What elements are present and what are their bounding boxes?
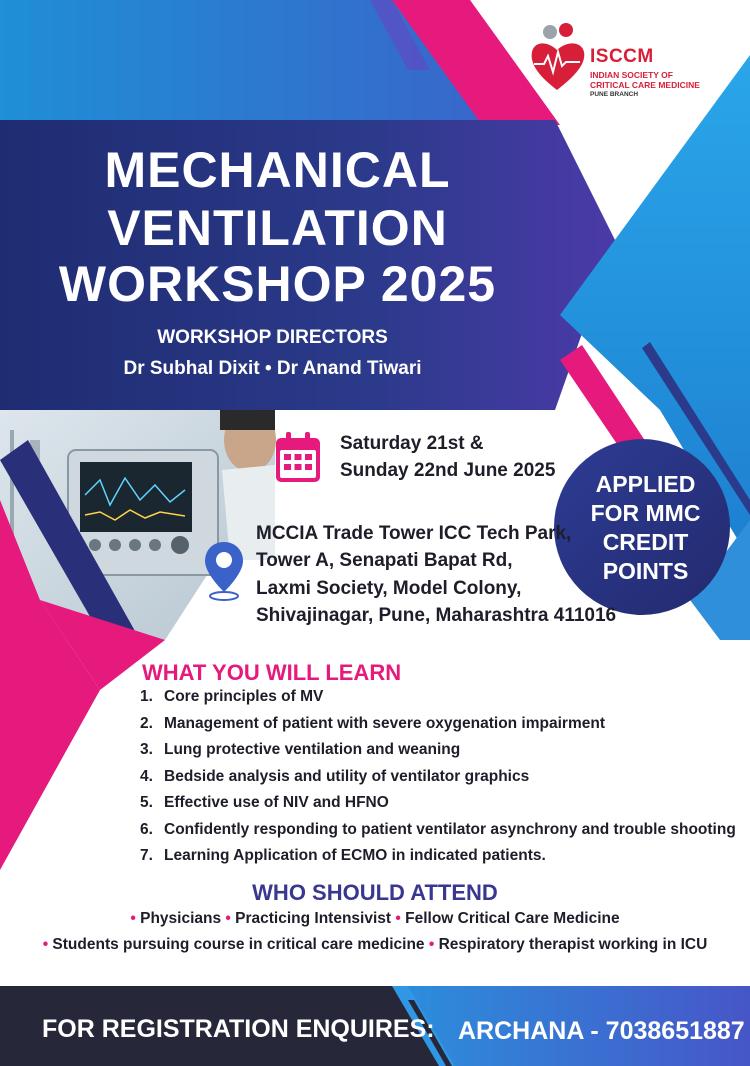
list-item-number: 1.	[140, 688, 153, 705]
audience-item: Respiratory therapist working in ICU	[438, 936, 708, 953]
learn-heading: WHAT YOU WILL LEARN	[142, 660, 402, 685]
audience-item: Fellow Critical Care Medicine	[405, 910, 620, 927]
attend-line-2: • Students pursuing course in critical care medicine • Respiratory therapist working in ICU	[42, 936, 708, 953]
registration-contact: ARCHANA - 7038651887	[458, 1017, 745, 1045]
venue-line: Laxmi Society, Model Colony,	[256, 578, 522, 599]
learn-list	[140, 688, 736, 874]
cme-credit-badge	[568, 470, 723, 586]
list-item-text: Confidently responding to patient ventilator asynchrony and trouble shooting	[164, 820, 736, 838]
list-item-number: 6.	[140, 820, 153, 838]
badge-line: FOR MMC	[590, 500, 701, 526]
logo-subtitle-1: INDIAN SOCIETY OF	[590, 70, 673, 80]
badge-line: CREDIT	[602, 529, 689, 555]
list-item-text: Learning Application of ECMO in indicated patients.	[164, 847, 546, 864]
audience-item: Practicing Intensivist	[235, 910, 392, 927]
title-line-1: MECHANICAL	[104, 142, 451, 198]
list-item-number: 7.	[140, 847, 153, 864]
attend-heading: WHO SHOULD ATTEND	[252, 880, 498, 905]
attend-line-1: • Physicians • Practicing Intensivist • Fellow Critical Care Medicine	[130, 910, 620, 927]
list-item	[140, 768, 736, 795]
date-line-2: Sunday 22nd June 2025	[340, 460, 556, 481]
badge-line: POINTS	[602, 558, 689, 584]
list-item	[140, 821, 736, 848]
directors-heading: WORKSHOP DIRECTORS	[157, 327, 388, 348]
isccm-logo	[528, 22, 738, 102]
date-line-1: Saturday 21st &	[340, 433, 484, 454]
list-item	[140, 688, 736, 715]
list-item	[140, 715, 736, 742]
title-line-2: VENTILATION	[107, 200, 448, 256]
list-item	[140, 794, 736, 821]
list-item-number: 4.	[140, 767, 153, 785]
list-item-number: 5.	[140, 794, 153, 811]
venue-line: MCCIA Trade Tower ICC Tech Park,	[256, 523, 572, 544]
registration-label: FOR REGISTRATION ENQUIRES:	[42, 1015, 435, 1043]
audience-item: Students pursuing course in critical care medicine	[52, 936, 425, 953]
list-item-text: Management of patient with severe oxygenation impairment	[164, 714, 605, 732]
calendar-icon	[274, 430, 322, 484]
heart-ecg-logo-icon	[528, 22, 586, 94]
list-item	[140, 741, 736, 768]
venue-line: Tower A, Senapati Bapat Rd,	[256, 550, 513, 571]
list-item-text: Core principles of MV	[164, 688, 324, 705]
venue-line: Shivajinagar, Pune, Maharashtra 411016	[256, 605, 617, 626]
list-item-text: Bedside analysis and utility of ventilator graphics	[164, 767, 530, 785]
directors-names: Dr Subhal Dixit • Dr Anand Tiwari	[123, 358, 422, 379]
logo-subtitle-3: PUNE BRANCH	[590, 91, 639, 98]
list-item-text: Effective use of NIV and HFNO	[164, 794, 389, 811]
list-item-text: Lung protective ventilation and weaning	[164, 741, 461, 758]
location-pin-icon	[203, 540, 245, 602]
list-item-number: 3.	[140, 741, 153, 758]
badge-line: APPLIED	[595, 471, 696, 497]
logo-subtitle-2: CRITICAL CARE MEDICINE	[590, 80, 700, 90]
title-line-3: WORKSHOP 2025	[58, 256, 497, 312]
list-item	[140, 847, 736, 874]
list-item-number: 2.	[140, 714, 153, 732]
logo-name: ISCCM	[590, 46, 654, 67]
audience-item: Physicians	[140, 910, 222, 927]
